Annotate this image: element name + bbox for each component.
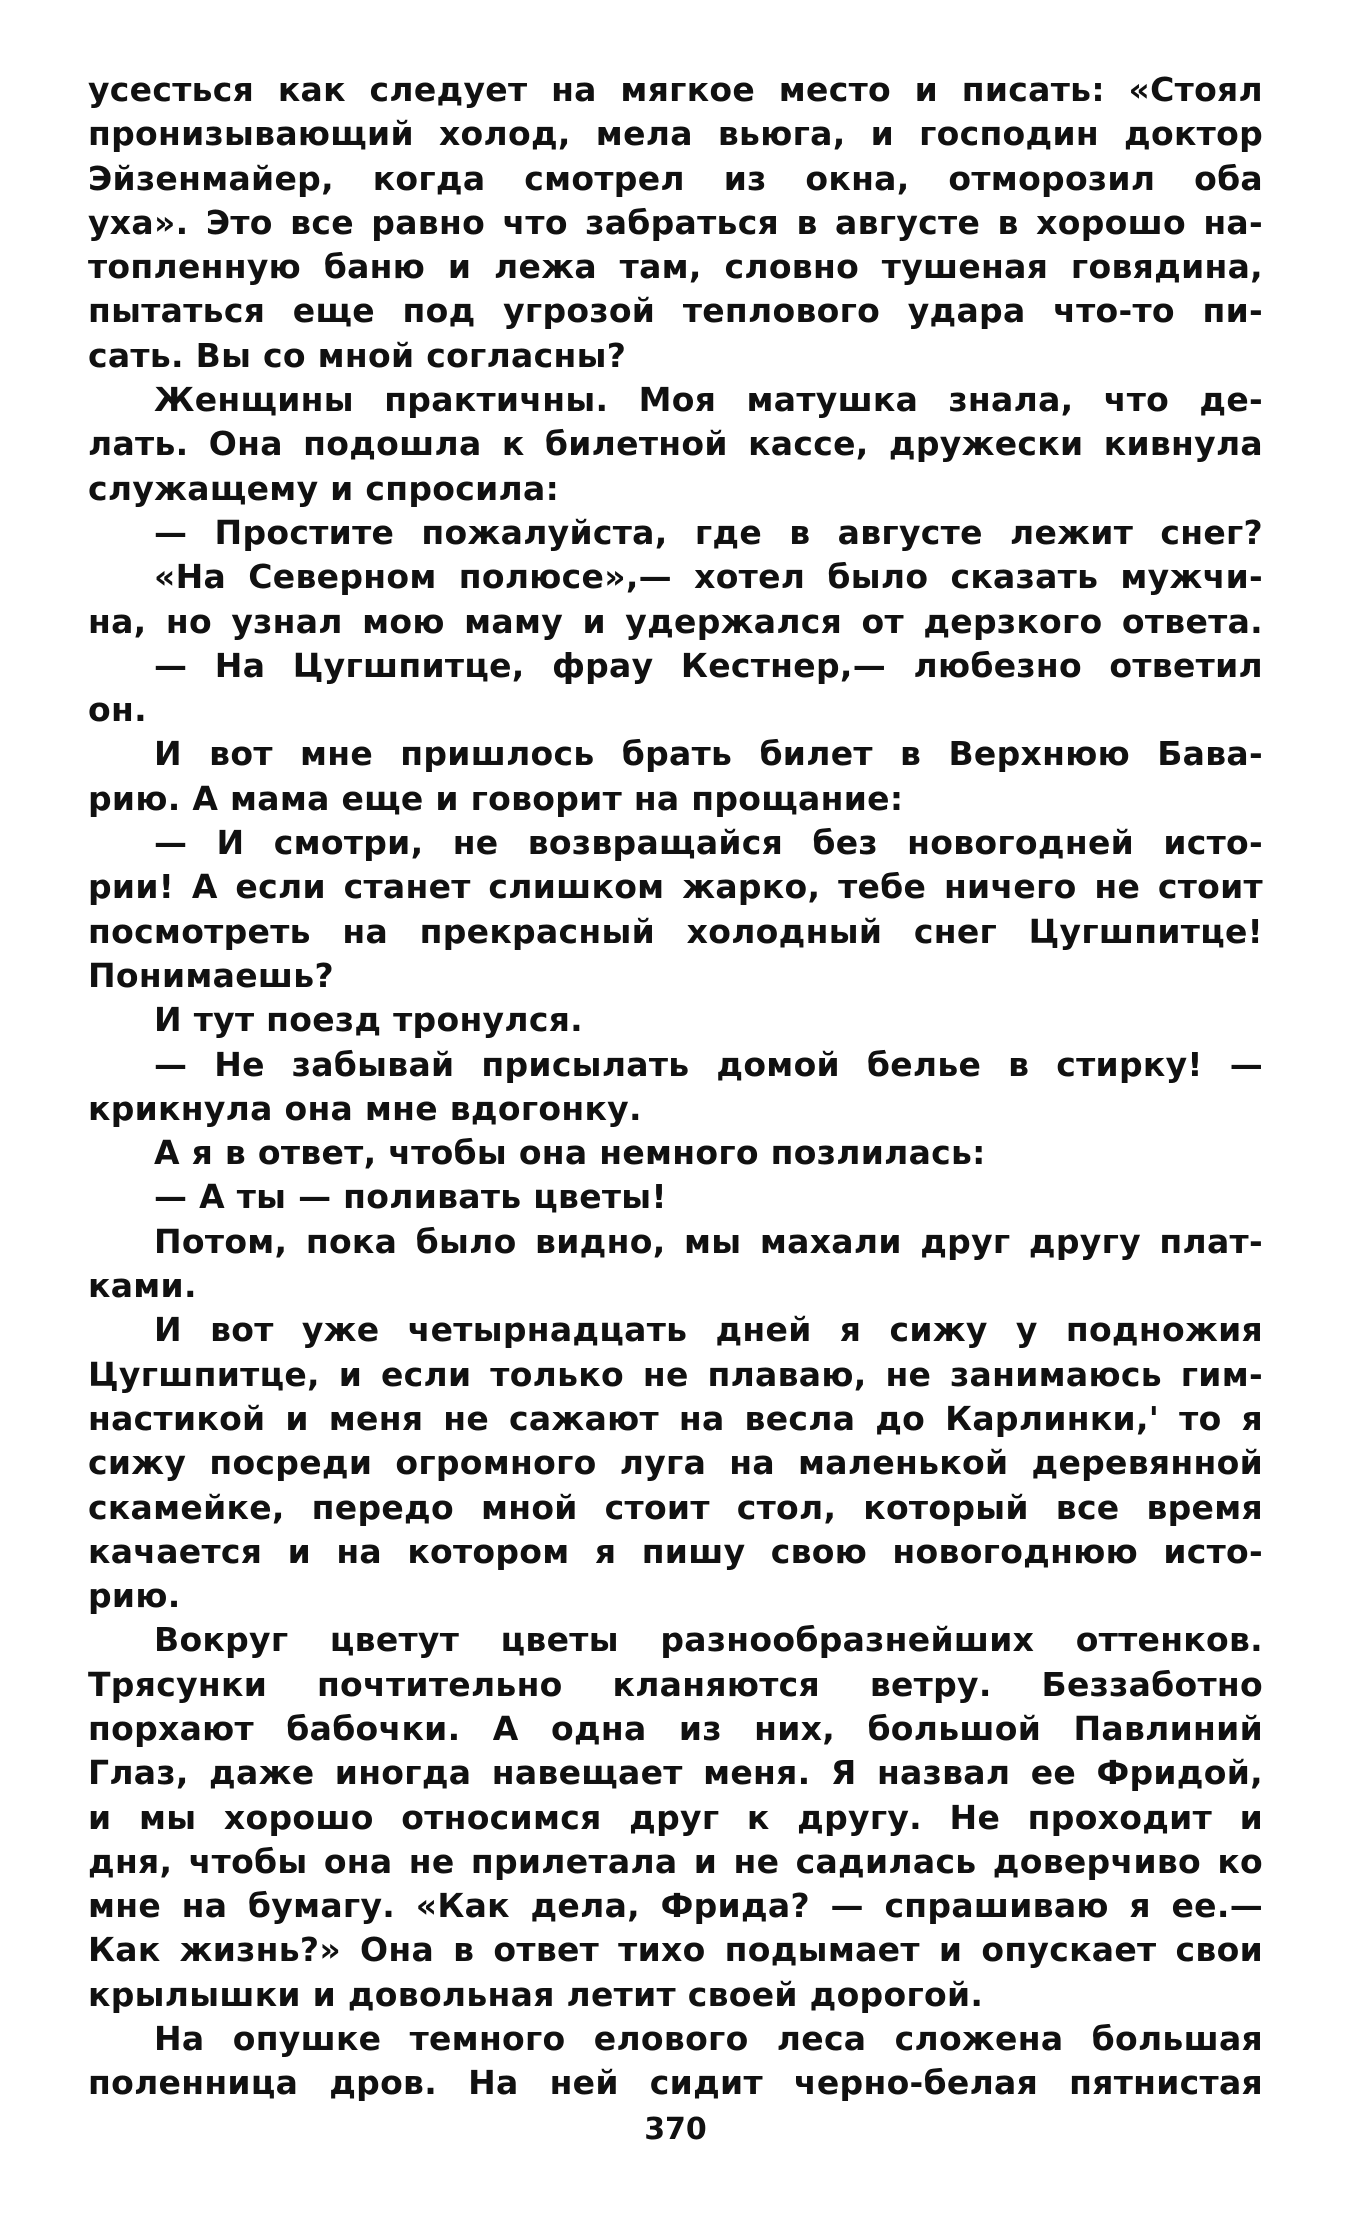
text-line: На опушке темного елового леса сложена большая xyxy=(154,2019,1263,2059)
text-line: лать. Она подошла к билетной кассе, дружески кивнула xyxy=(88,424,1263,464)
text-line: крикнула она мне вдогонку. xyxy=(88,1088,642,1128)
text-line: мне на бумагу. «Как дела, Фрида? — спрашиваю я ее.— xyxy=(88,1886,1263,1926)
text-line: Женщины практичны. Моя матушка знала, что де- xyxy=(154,380,1263,420)
text-line: — Простите пожалуйста, где в августе лежит снег? xyxy=(154,512,1263,552)
text-line: топленную баню и лежа там, словно тушеная говядина, xyxy=(88,247,1263,287)
text-line: — На Цугшпитце, фрау Кестнер,— любезно ответил xyxy=(154,645,1263,685)
text-line: крылышки и довольная летит своей дорогой. xyxy=(88,1974,984,2014)
text-line: посмотреть на прекрасный холодный снег Цугшпитце! xyxy=(88,911,1263,951)
text-line: Вокруг цветут цветы разнообразнейших оттенков. xyxy=(154,1620,1263,1660)
text-line: ками. xyxy=(88,1266,197,1306)
text-line: пытаться еще под угрозой теплового удара что-то пи- xyxy=(88,291,1263,331)
text-line: поленница дров. На ней сидит черно-белая пятнистая xyxy=(88,2063,1263,2103)
text-line: скамейке, передо мной стоит стол, который все время xyxy=(88,1487,1263,1527)
text-line: И вот мне пришлось брать билет в Верхнюю Бава- xyxy=(154,734,1263,774)
text-line: пронизывающий холод, мела вьюга, и господин доктор xyxy=(88,114,1263,154)
text-line: — И смотри, не возвращайся без новогодней исто- xyxy=(154,823,1263,863)
text-line: Трясунки почтительно кланяются ветру. Беззаботно xyxy=(88,1664,1263,1704)
text-line: Цугшпитце, и если только не плаваю, не занимаюсь гим- xyxy=(88,1354,1263,1394)
text-line: И тут поезд тронулся. xyxy=(154,1000,584,1040)
text-line: он. xyxy=(88,690,147,730)
text-line: Как жизнь?» Она в ответ тихо подымает и опускает свои xyxy=(88,1930,1263,1970)
text-line: Глаз, даже иногда навещает меня. Я назвал ее Фридой, xyxy=(88,1753,1263,1793)
text-line: настикой и меня не сажают на весла до Карлинки,' то я xyxy=(88,1398,1263,1438)
text-line: на, но узнал мою маму и удержался от дерзкого ответа. xyxy=(88,601,1263,641)
text-line: А я в ответ, чтобы она немного позлилась: xyxy=(154,1133,986,1173)
text-line: И вот уже четырнадцать дней я сижу у подножия xyxy=(154,1310,1263,1350)
text-line: порхают бабочки. А одна из них, большой Павлиний xyxy=(88,1708,1263,1748)
text-line: рию. А мама еще и говорит на прощание: xyxy=(88,778,904,818)
body-text xyxy=(88,68,1263,2106)
text-line: служащему и спросила: xyxy=(88,468,560,508)
text-line: рии! А если станет слишком жарко, тебе ничего не стоит xyxy=(88,867,1263,907)
text-line: качается и на котором я пишу свою новогоднюю исто- xyxy=(88,1531,1263,1571)
text-line: дня, чтобы она не прилетала и не садилась доверчиво ко xyxy=(88,1841,1263,1881)
text-line: «На Северном полюсе»,— хотел было сказать мужчи- xyxy=(154,557,1263,597)
text-line: рию. xyxy=(88,1576,181,1616)
page-number: 370 xyxy=(644,2112,707,2147)
text-line: и мы хорошо относимся друг к другу. Не проходит и xyxy=(88,1797,1263,1837)
text-line: сать. Вы со мной согласны? xyxy=(88,335,627,375)
text-line: — А ты — поливать цветы! xyxy=(154,1177,667,1217)
text-line: Потом, пока было видно, мы махали друг другу плат- xyxy=(154,1221,1263,1261)
text-line: — Не забывай присылать домой белье в стирку! — xyxy=(154,1044,1263,1084)
text-line: уха». Это все равно что забраться в августе в хорошо на- xyxy=(88,202,1263,242)
text-line: Эйзенмайер, когда смотрел из окна, отморозил оба xyxy=(88,158,1263,198)
text-line: Понимаешь? xyxy=(88,955,334,995)
text-line: усесться как следует на мягкое место и писать: «Стоял xyxy=(88,70,1263,109)
text-line: сижу посреди огромного луга на маленькой деревянной xyxy=(88,1443,1263,1483)
